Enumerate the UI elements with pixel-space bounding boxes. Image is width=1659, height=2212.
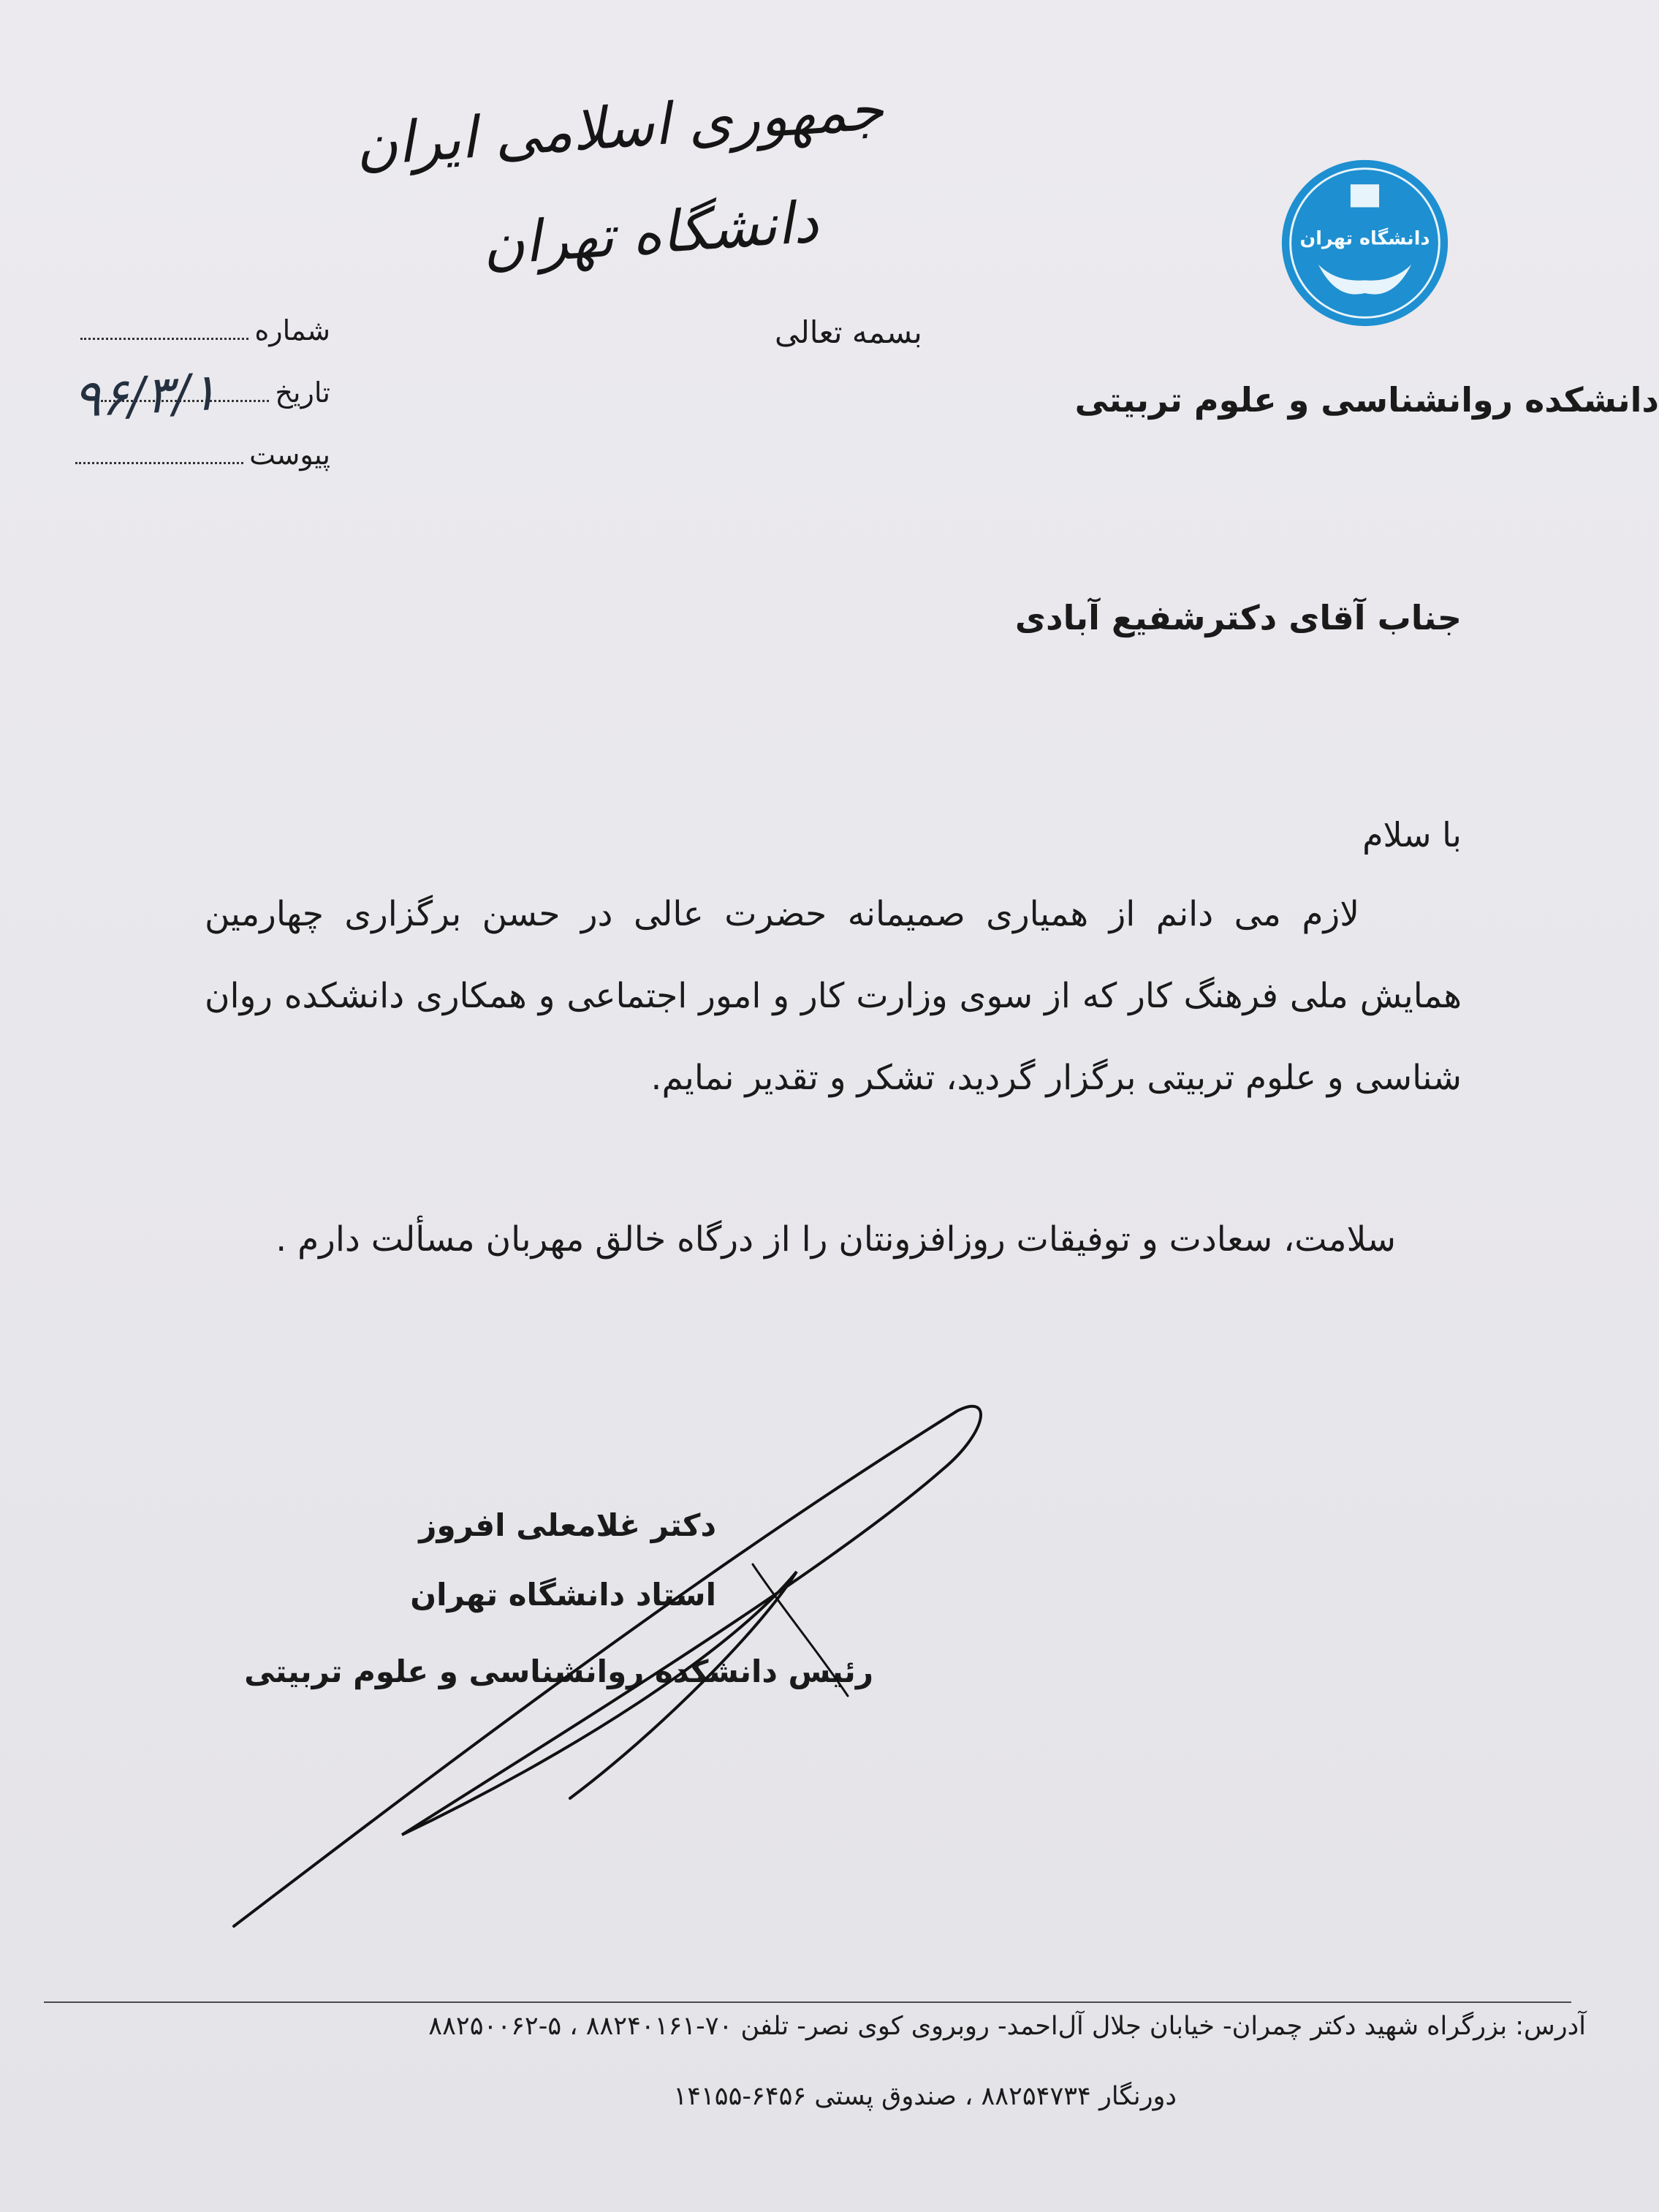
attachment-label: پیوست bbox=[249, 439, 330, 471]
logo-text: دانشگاه تهران bbox=[1299, 227, 1430, 250]
attachment-dots bbox=[75, 462, 243, 464]
signatory-title: استاد دانشگاه تهران bbox=[410, 1577, 716, 1613]
addressee: جناب آقای دکترشفیع آبادی bbox=[1014, 598, 1462, 637]
footer-fax: دورنگار ۸۸۲۵۴۷۳۴ ، صندوق پستی ۶۴۵۶-۱۴۱۵۵ bbox=[673, 2082, 1177, 2111]
signatory-name: دکتر غلامعلی افروز bbox=[419, 1507, 716, 1543]
date-label: تاریخ bbox=[275, 376, 330, 409]
country-heading: جمهوری اسلامی ایران bbox=[354, 76, 887, 180]
number-dots bbox=[80, 338, 248, 340]
faculty-name: دانشکده روانشناسی و علوم تربیتی bbox=[1074, 380, 1659, 420]
body-paragraph-2: سلامت، سعادت و توفیقات روزافزونتان را از درگاه خالق مهربان مسألت دارم . bbox=[276, 1219, 1396, 1260]
handwritten-signature bbox=[219, 1389, 1038, 1944]
attachment-field bbox=[75, 439, 330, 471]
number-label: شماره bbox=[254, 314, 330, 346]
footer-divider bbox=[44, 2001, 1571, 2003]
body-paragraph-1: لازم می دانم از همیاری صمیمانه حضرت عالی در حسن برگزاری چهارمین همایش ملی فرهنگ کار که از سوی وزارت کار و امور اجتماعی و همکاری دانشکده روان شناسی و علوم تربیتی برگزار گردید، تشکر و تقدیر نمایم. bbox=[205, 894, 1462, 1098]
date-value: ۹۶/۳/۱ bbox=[71, 361, 219, 430]
university-logo bbox=[1279, 157, 1451, 329]
footer-address: آدرس: بزرگراه شهید دکتر چمران- خیابان جلال آل‌احمد- روبروی کوی نصر- تلفن ۷۰-۸۸۲۴۰۱۶۱ ، ۵-۸۸۲۵۰۰۶۲ bbox=[428, 2012, 1586, 2041]
signatory-position: رئیس دانشکده روانشناسی و علوم تربیتی bbox=[244, 1654, 873, 1689]
university-heading: دانشگاه تهران bbox=[480, 189, 821, 279]
number-field bbox=[80, 314, 330, 346]
greeting: با سلام bbox=[1362, 815, 1462, 855]
bismillah-text: بسمه تعالی bbox=[775, 314, 922, 350]
